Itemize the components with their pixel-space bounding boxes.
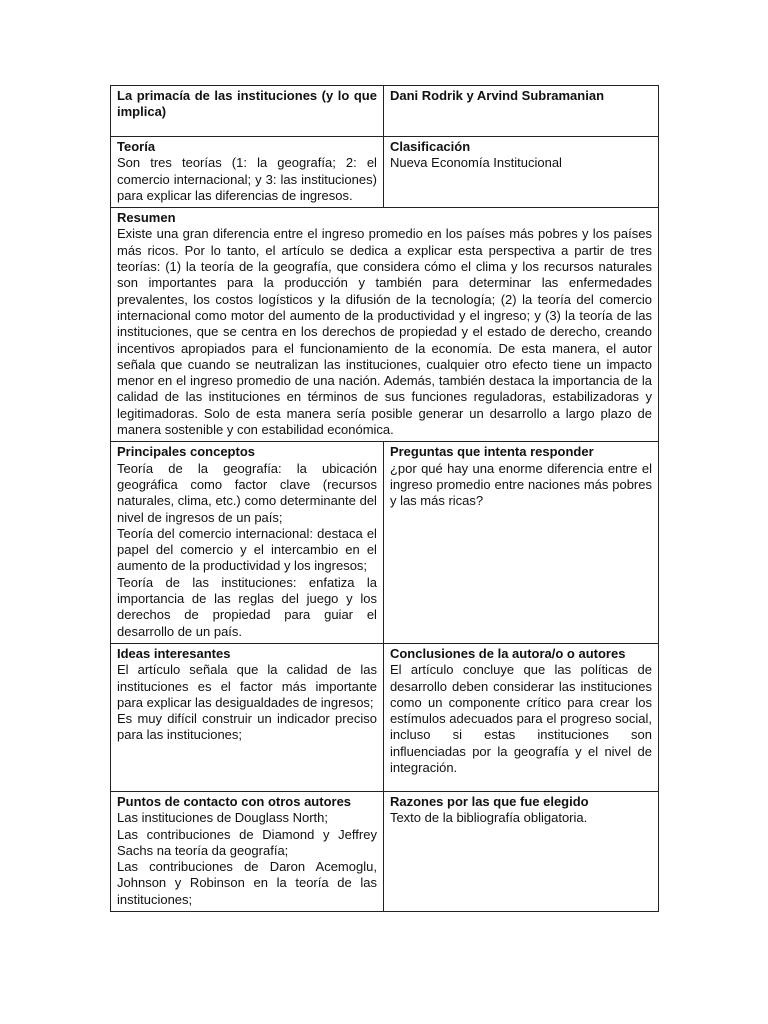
- summary-text: Existe una gran diferencia entre el ingreso promedio en los países más pobres y los países más ricos. Por lo tanto, el artículo se dedica a explicar esta perspectiva a partir de tres teorías: (1) la teoría de la geografía, que considera cómo el clima y los recursos naturales son importantes para la producción y también para determinar las enfermedades prevalentes, los costos logísticos y la difusión de la tecnología; (2) la teoría del comercio internacional como motor del aumento de la productividad y el ingreso; y (3) la teoría de las instituciones, que se centra en los derechos de propiedad y el estado de derecho, creando incentivos apropiados para el funcionamiento de la economía. De esta manera, el autor señala que cuando se neutralizan las instituciones, cualquier otro efecto tiene un impacto menor en el ingreso promedio de una nación. Además, también destaca la importancia de la calidad de las instituciones en términos de sus funciones reguladoras, estabilizadoras y legitimadoras. Solo de esta manera sería posible generar un desarrollo a largo plazo de manera sostenible y con estabilidad económica.: [117, 226, 652, 438]
- contact-item: Las instituciones de Douglass North;: [117, 810, 329, 826]
- classification-cell: [383, 137, 658, 208]
- questions-cell: [383, 442, 658, 644]
- ideas-cell: [111, 643, 384, 791]
- conclusions-text: El artículo concluye que las políticas de desarrollo deben considerar las instituciones como un componente crítico para crear los estímulos adecuados para el progreso social, incluso si estas instituciones son influenciadas por la geografía y el nivel de integración.: [389, 662, 652, 775]
- reasons-text: Texto de la bibliografía obligatoria.: [389, 810, 588, 826]
- questions-label: Preguntas que intenta responder: [389, 444, 594, 460]
- title-cell: [111, 86, 384, 137]
- concept-item: Teoría del comercio internacional: destaca el papel del comercio y el intercambio en el aumento de la productividad y los ingresos;: [117, 525, 377, 574]
- summary-row: [111, 208, 659, 442]
- contacts-row: [111, 791, 659, 911]
- reasons-label: Razones por las que fue elegido: [389, 793, 589, 809]
- contact-item: Las contribuciones de Daron Acemoglu, Johnson y Robinson en la teoría de las instituciones;: [117, 859, 377, 907]
- authors-cell: [383, 86, 658, 137]
- summary-cell: [111, 208, 659, 442]
- contacts-label: Puntos de contacto con otros autores: [117, 793, 352, 809]
- theory-row: [111, 137, 659, 208]
- idea-item: Es muy difícil construir un indicador preciso para las instituciones;: [117, 711, 377, 743]
- summary-label: Resumen: [117, 210, 176, 226]
- conclusions-label: Conclusiones de la autora/o o autores: [389, 645, 626, 661]
- header-row: [111, 86, 659, 137]
- ideas-row: [111, 643, 659, 791]
- document-table: [110, 85, 659, 912]
- concepts-label: Principales conceptos: [117, 444, 255, 460]
- ideas-label: Ideas interesantes: [117, 645, 231, 661]
- document-title: La primacía de las instituciones (y lo que implica): [117, 88, 377, 120]
- contact-item: Las contribuciones de Diamond y Jeffrey Sachs na teoría da geografía;: [117, 826, 377, 858]
- conclusions-cell: [383, 643, 658, 791]
- concept-item: Teoría de las instituciones: enfatiza la importancia de las reglas del juego y los derechos de propiedad para guiar el desarrollo de un país.: [117, 574, 377, 639]
- classification-label: Clasificación: [389, 139, 471, 154]
- classification-text: Nueva Economía Institucional: [389, 155, 562, 171]
- idea-item: El artículo señala que la calidad de las instituciones es el factor más importante para explicar las desigualdades de ingresos;: [117, 662, 377, 710]
- authors: Dani Rodrik y Arvind Subramanian: [389, 88, 605, 103]
- questions-text: ¿por qué hay una enorme diferencia entre el ingreso promedio entre naciones más pobres y las más ricas?: [389, 460, 652, 509]
- concepts-row: [111, 442, 659, 644]
- reasons-cell: [383, 791, 658, 911]
- theory-label: Teoría: [117, 139, 156, 154]
- theory-cell: [111, 137, 384, 208]
- theory-text: Son tres teorías (1: la geografía; 2: el comercio internacional; y 3: las instituciones) para explicar las diferencias de ingresos.: [117, 155, 377, 203]
- concepts-cell: [111, 442, 384, 644]
- contacts-cell: [111, 791, 384, 911]
- concept-item: Teoría de la geografía: la ubicación geográfica como factor clave (recursos naturales, clima, etc.) como determinante del nivel de ingresos de un país;: [117, 460, 377, 525]
